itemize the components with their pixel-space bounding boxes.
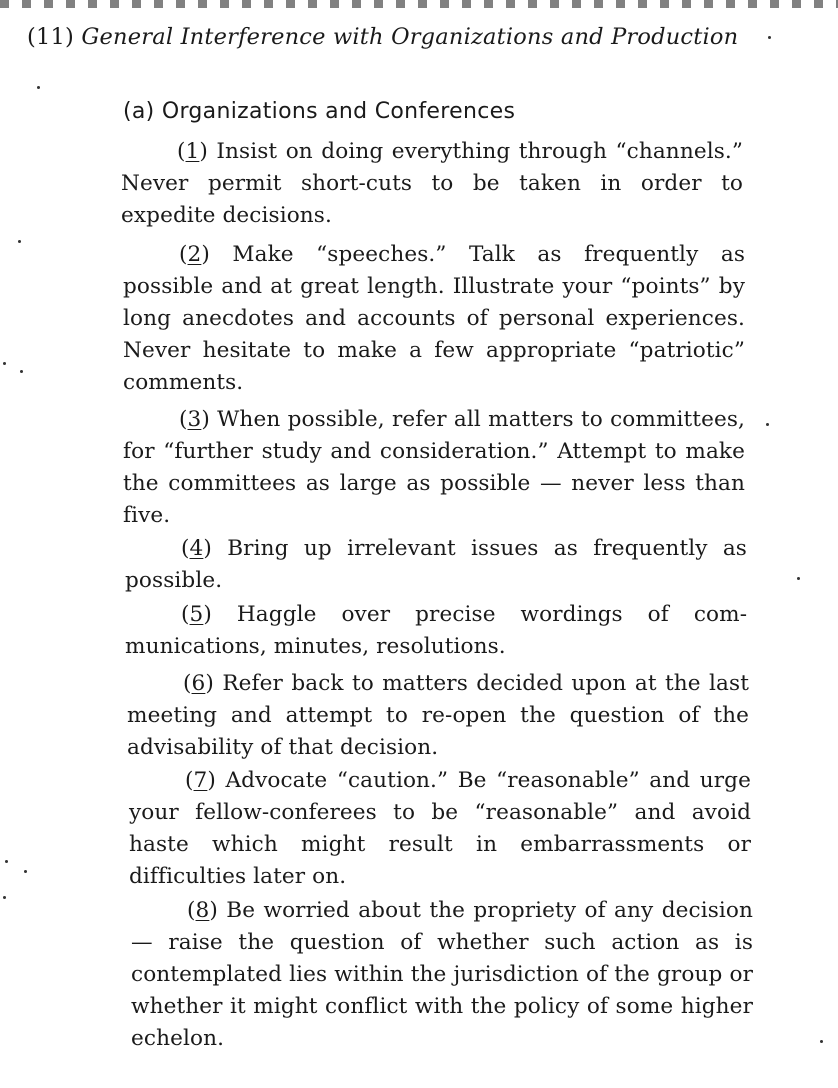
item-number: 4 xyxy=(189,536,204,561)
list-item: (5) Haggle over precise wordings of communications, minutes, resolutions. xyxy=(125,602,747,659)
cropped-text-line xyxy=(0,0,838,8)
list-item: (8) Be worried about the propriety of any decision — raise the question of whether such action as is contemplated lies within the jurisdiction of the group or whether it might conflict with the policy of some higher echelon. xyxy=(131,898,754,1051)
scan-speck xyxy=(37,86,40,89)
scan-speck xyxy=(768,36,771,39)
scan-speck xyxy=(5,860,8,863)
item-text: Insist on doing everything through “channels.” Never permit short-cuts to be taken in order to expedite decisions. xyxy=(121,139,743,228)
item-number: 6 xyxy=(191,671,206,696)
item-text: Bring up irrelevant issues as frequently as possible. xyxy=(125,536,747,593)
item-text: Refer back to matters decided upon at the last meeting and attempt to re-open the question of the advisability of that decision. xyxy=(127,671,749,760)
list-item: (2) Make “speeches.” Talk as frequently as possible and at great length. Illustrate your “points” by long anecdotes and accounts of personal experiences. Never hesitate to make a few appropriate “patriotic” comments. xyxy=(123,242,745,395)
scan-speck xyxy=(3,896,6,899)
section-heading xyxy=(27,22,755,53)
item-text: Make “speeches.” Talk as frequently as possible and at great length. Illustrate your “points” by long anecdotes and accounts of personal experiences. Never hesitate to make a few appropriate “patriotic” comments. xyxy=(123,242,745,395)
item-text: Haggle over precise wordings of communications, minutes, resolutions. xyxy=(125,602,747,659)
list-item: (3) When possible, refer all matters to committees, for “further study and consideration.” Attempt to make the committees as large as possible — never less than five. xyxy=(123,407,745,528)
item-number: 1 xyxy=(185,139,200,164)
scan-speck xyxy=(820,1040,823,1043)
list-item: (1) Insist on doing everything through “channels.” Never permit short-cuts to be taken in order to expedite decisions. xyxy=(121,139,743,228)
item-text: Advocate “caution.” Be “reasonable” and urge your fellow-conferees to be “reasonable” and avoid haste which might result in embarrassments or difficulties later on. xyxy=(129,768,751,889)
list-item: (6) Refer back to matters decided upon at the last meeting and attempt to re-open the question of the advisability of that decision. xyxy=(127,671,749,760)
item-number: 3 xyxy=(187,407,202,432)
item-number: 7 xyxy=(193,768,208,793)
section-title: General Interference with Organizations and Production xyxy=(81,24,739,50)
scan-speck xyxy=(20,370,23,373)
section-number: (11) xyxy=(27,24,74,50)
item-text: When possible, refer all matters to committees, for “further study and consideration.” Attempt to make the committees as large as possible — never less than five. xyxy=(123,407,745,528)
item-number: 5 xyxy=(189,602,204,627)
item-number: 8 xyxy=(195,898,210,923)
scan-speck xyxy=(797,577,800,580)
scan-speck xyxy=(18,240,21,243)
scan-speck xyxy=(24,870,27,873)
item-number: 2 xyxy=(187,242,202,267)
scan-speck xyxy=(766,423,769,426)
subsection-heading: (a) Organizations and Conferences xyxy=(123,99,516,124)
scan-speck xyxy=(3,362,6,365)
list-item: (4) Bring up irrelevant issues as frequently as possible. xyxy=(125,536,747,593)
item-text: Be worried about the propriety of any decision — raise the question of whether such action as is contemplated lies within the jurisdiction of the group or whether it might conflict with the policy of some higher echelon. xyxy=(131,898,754,1051)
list-item: (7) Advocate “caution.” Be “reasonable” and urge your fellow-conferees to be “reasonable” and avoid haste which might result in embarrassments or difficulties later on. xyxy=(129,768,751,889)
